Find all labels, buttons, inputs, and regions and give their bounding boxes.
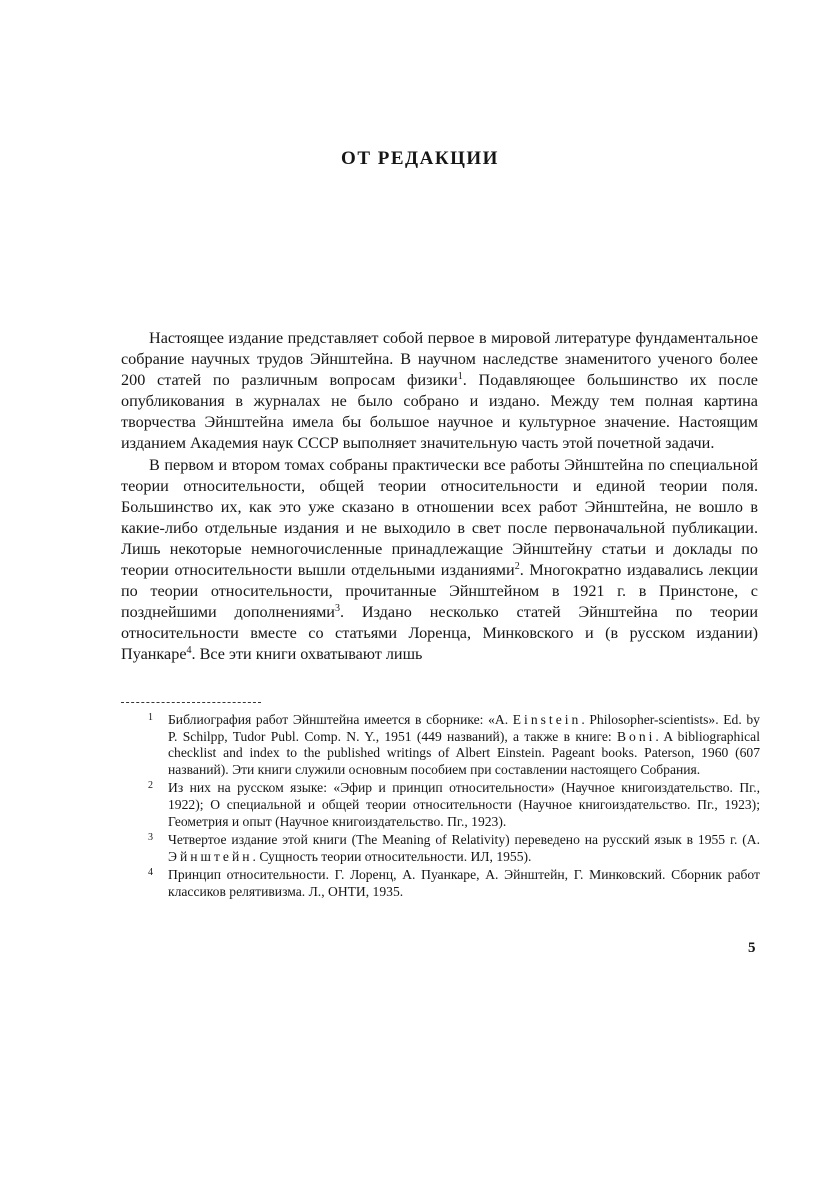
paragraph-2 xyxy=(121,455,758,666)
paragraph-2-text-d: . Все эти книги охватывают лишь xyxy=(191,645,423,664)
footnote-text: . A bibliographical checklist and index to the published writings of Albert Einstein. Pageant books. Paterson, 1960 (607 названий). Эти книги служили основным пособием при составлении настоящего Собрания. xyxy=(168,728,760,777)
footnote-number: 1 xyxy=(148,712,153,723)
paragraph-2-text-c: . Издано несколько статей Эйнштейна по теории относительности вместе со статьями Лоренца, Минковского и (в русском издании) Пуанкаре xyxy=(121,603,759,664)
footnote-divider xyxy=(121,702,261,703)
footnote-1 xyxy=(148,712,760,778)
page-number: 5 xyxy=(748,940,756,956)
footnote-3 xyxy=(148,832,760,865)
footnote-text: Четвертое издание этой книги (The Meaning of Relativity) переведено на русский язык в 1955 г. (А. xyxy=(168,832,760,848)
footnote-number: 2 xyxy=(148,780,153,792)
paragraph-2-text-b: . Многократно издавались лекции по теории относительности, прочитанные Эйнштейном в 1921 г. в Принстоне, с позднейшими дополнениями xyxy=(121,561,758,622)
footnote-ref-4: 4 xyxy=(186,645,192,657)
footnote-author-spaced: Boni xyxy=(616,728,656,744)
footnote-ref-2: 2 xyxy=(514,561,520,573)
footnote-ref-1: 1 xyxy=(457,371,463,383)
footnote-2 xyxy=(148,780,760,830)
footnote-text: . Сущность теории относительности. ИЛ, 1955). xyxy=(252,848,532,864)
page-title: ОТ РЕДАКЦИИ xyxy=(341,148,499,169)
paragraph-1-text: Настоящее издание представляет собой первое в мировой литературе фундаментальное собрание научных трудов Эйнштейна. В научном наследстве знаменитого ученого более 200 статей по различным вопросам физики xyxy=(121,329,758,390)
paragraph-1-text-cont: . Подавляющее большинство их после опубликования в журналах не было собрано и издано. Между тем полная картина творчества Эйнштейна имела бы большое научное и культурное значение. Настоящим изданием Академия наук СССР выполняет значительную часть этой почетной задачи. xyxy=(121,371,758,453)
main-text xyxy=(121,328,758,666)
footnote-author-spaced: Einstein xyxy=(512,712,582,727)
footnote-text: Из них на русском языке: «Эфир и принцип относительности» (Научное книгоиздательство. Пг., 1922); О специальной и общей теории относительности (Научное книгоиздательство. Пг., 1923); Геометрия и опыт (Научное книгоиздательство. Пг., 1923). xyxy=(168,780,760,829)
paragraph-2-text: В первом и втором томах собраны практически все работы Эйнштейна по специальной теории относительности, общей теории относительности и единой теории поля. Большинство их, как это уже сказано в отношении всех работ Эйнштейна, не вошло в какие-либо отдельные издания и не выходило в свет после первоначальной публикации. Лишь некоторые немногочисленные принадлежащие Эйнштейну статьи и доклады по теории относительности вышли отдельными изданиями xyxy=(121,455,758,580)
footnote-text: . Philosopher-scientists». Ed. by P. Schilpp, Tudor Publ. Comp. N. Y., 1951 (449 названий), а также в книге: xyxy=(168,712,760,744)
footnotes xyxy=(148,712,760,903)
footnote-ref-3: 3 xyxy=(334,603,340,615)
footnote-number: 3 xyxy=(148,832,153,844)
footnote-author-spaced: Эйнштейн xyxy=(168,848,253,864)
paragraph-1 xyxy=(121,328,758,455)
footnote-text: Принцип относительности. Г. Лоренц, А. Пуанкаре, А. Эйнштейн, Г. Минковский. Сборник работ классиков релятивизма. Л., ОНТИ, 1935. xyxy=(168,867,760,899)
footnote-number: 4 xyxy=(148,867,153,879)
footnote-text: Библиография работ Эйнштейна имеется в сборнике: «A. xyxy=(168,712,509,727)
footnote-4 xyxy=(148,867,760,900)
